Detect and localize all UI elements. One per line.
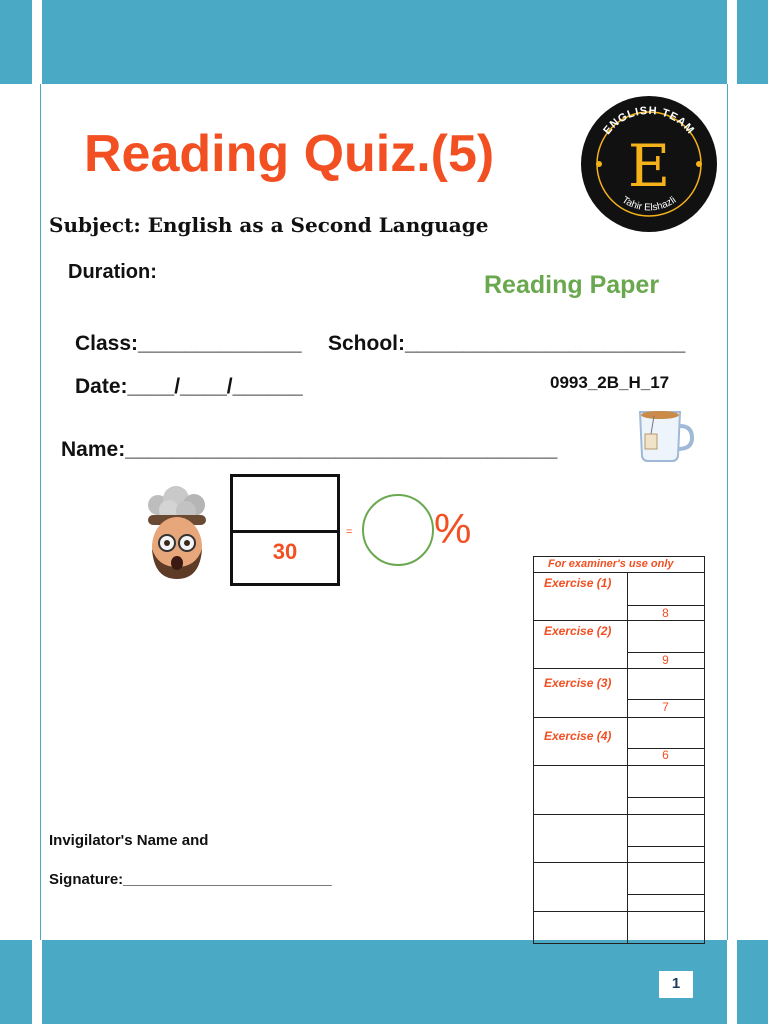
exercise-label-2: Exercise (2) xyxy=(544,624,612,638)
exercise-max-4: 6 xyxy=(662,748,669,762)
exercise-max-3: 7 xyxy=(662,700,669,714)
page-number: 1 xyxy=(671,975,681,992)
score-denominator: 30 xyxy=(272,539,298,564)
subject-line: Subject: English as a Second Language xyxy=(49,213,489,237)
logo-top-text: ENGLISH TEAM xyxy=(601,104,697,137)
percent-sign: % xyxy=(434,505,472,552)
percent-circle[interactable] xyxy=(362,494,434,566)
right-margin-strip xyxy=(727,0,737,1024)
score-fraction-line xyxy=(233,530,337,533)
class-field[interactable]: Class:______________ xyxy=(75,332,302,355)
exercise-row-4 xyxy=(534,718,704,766)
examiner-table-heading: For examiner's use only xyxy=(534,557,704,573)
date-field[interactable]: Date:____/____/______ xyxy=(75,375,303,398)
blank-row-5 xyxy=(534,766,704,815)
invigilator-signature-field[interactable]: Signature:_________________________ xyxy=(49,871,332,888)
score-box xyxy=(230,474,340,586)
paper-type: Reading Paper xyxy=(484,271,660,299)
exercise-row-1 xyxy=(534,573,704,621)
page-number-badge xyxy=(657,960,695,1000)
exercise-row-3 xyxy=(534,669,704,718)
exercise-label-3: Exercise (3) xyxy=(544,676,612,690)
logo-bottom-text: Tahir Elshazli xyxy=(619,194,679,214)
logo-letter: E xyxy=(627,132,671,200)
exercise-label-4: Exercise (4) xyxy=(544,729,612,743)
footer-band xyxy=(0,940,768,1024)
paper-code: 0993_2B_H_17 xyxy=(550,373,670,392)
page-title: Reading Quiz.(5) xyxy=(84,125,495,183)
exercise-max-2: 9 xyxy=(662,653,669,667)
mug-icon xyxy=(634,404,696,464)
examiner-table xyxy=(533,556,705,944)
exercise-row-2 xyxy=(534,621,704,669)
avatar-emoji xyxy=(136,485,218,583)
calendar-icon xyxy=(659,962,693,971)
exercise-label-1: Exercise (1) xyxy=(544,576,612,590)
exercise-max-1: 8 xyxy=(662,606,669,620)
blank-row-6 xyxy=(534,815,704,863)
blank-row-7 xyxy=(534,863,704,912)
blank-row-8 xyxy=(534,912,704,943)
duration-label: Duration: xyxy=(68,261,157,283)
equals-sign: = xyxy=(346,526,353,538)
english-team-logo xyxy=(580,94,718,234)
name-field[interactable]: Name:_____________________________________ xyxy=(61,438,558,461)
header-band xyxy=(0,0,768,84)
school-field[interactable]: School:________________________ xyxy=(328,332,686,355)
invigilator-name-label: Invigilator's Name and xyxy=(49,832,209,849)
